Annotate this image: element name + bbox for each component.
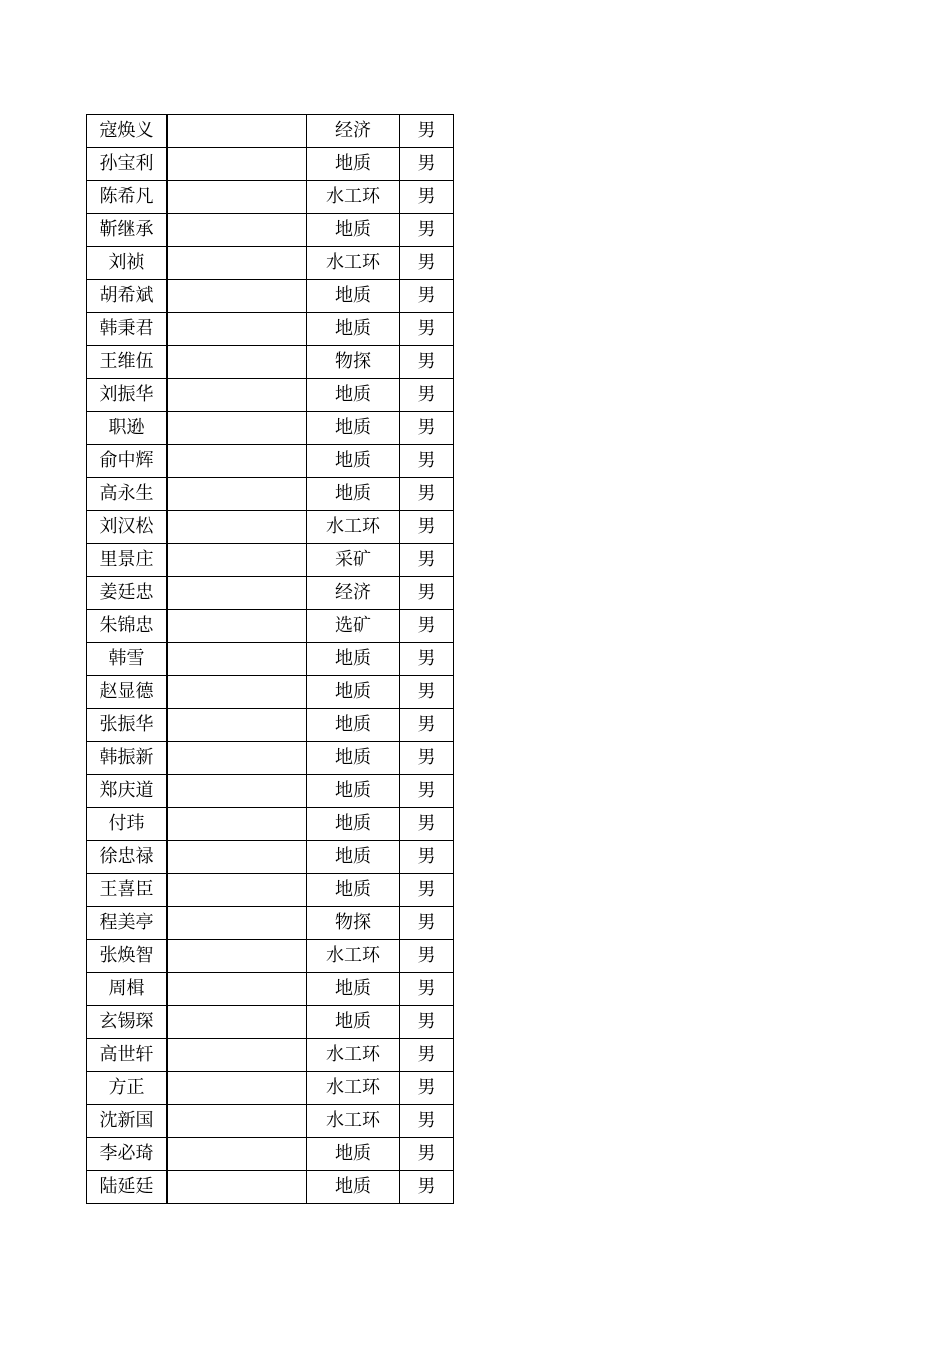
major-cell: 地质 xyxy=(307,313,400,346)
name-cell: 俞中辉 xyxy=(87,445,168,478)
name-cell: 孙宝利 xyxy=(87,148,168,181)
table-row xyxy=(87,577,454,610)
major-cell: 地质 xyxy=(307,676,400,709)
blank-cell xyxy=(167,1138,307,1171)
name-cell: 刘祯 xyxy=(87,247,168,280)
table-row xyxy=(87,742,454,775)
blank-cell xyxy=(167,775,307,808)
major-cell: 选矿 xyxy=(307,610,400,643)
major-cell: 水工环 xyxy=(307,940,400,973)
sex-cell: 男 xyxy=(400,874,454,907)
major-cell: 物探 xyxy=(307,907,400,940)
name-cell: 高世轩 xyxy=(87,1039,168,1072)
sex-cell: 男 xyxy=(400,577,454,610)
name-cell: 刘汉松 xyxy=(87,511,168,544)
sex-cell: 男 xyxy=(400,973,454,1006)
table-row xyxy=(87,478,454,511)
table-row xyxy=(87,808,454,841)
sex-cell: 男 xyxy=(400,940,454,973)
name-cell: 高永生 xyxy=(87,478,168,511)
blank-cell xyxy=(167,214,307,247)
name-cell: 韩秉君 xyxy=(87,313,168,346)
blank-cell xyxy=(167,280,307,313)
name-cell: 寇焕义 xyxy=(87,115,168,148)
sex-cell: 男 xyxy=(400,742,454,775)
table-row xyxy=(87,973,454,1006)
major-cell: 地质 xyxy=(307,412,400,445)
major-cell: 地质 xyxy=(307,841,400,874)
sex-cell: 男 xyxy=(400,775,454,808)
table-row xyxy=(87,610,454,643)
roster-table xyxy=(86,114,454,1204)
sex-cell: 男 xyxy=(400,181,454,214)
name-cell: 韩振新 xyxy=(87,742,168,775)
major-cell: 地质 xyxy=(307,775,400,808)
table-row xyxy=(87,214,454,247)
name-cell: 郑庆道 xyxy=(87,775,168,808)
name-cell: 张振华 xyxy=(87,709,168,742)
sex-cell: 男 xyxy=(400,676,454,709)
sex-cell: 男 xyxy=(400,610,454,643)
blank-cell xyxy=(167,115,307,148)
name-cell: 付玮 xyxy=(87,808,168,841)
sex-cell: 男 xyxy=(400,511,454,544)
blank-cell xyxy=(167,874,307,907)
sex-cell: 男 xyxy=(400,808,454,841)
blank-cell xyxy=(167,907,307,940)
blank-cell xyxy=(167,478,307,511)
name-cell: 徐忠禄 xyxy=(87,841,168,874)
table-row xyxy=(87,907,454,940)
name-cell: 赵显德 xyxy=(87,676,168,709)
sex-cell: 男 xyxy=(400,709,454,742)
name-cell: 朱锦忠 xyxy=(87,610,168,643)
major-cell: 经济 xyxy=(307,577,400,610)
name-cell: 陈希凡 xyxy=(87,181,168,214)
table-row xyxy=(87,148,454,181)
sex-cell: 男 xyxy=(400,478,454,511)
blank-cell xyxy=(167,412,307,445)
major-cell: 水工环 xyxy=(307,181,400,214)
blank-cell xyxy=(167,445,307,478)
major-cell: 水工环 xyxy=(307,1039,400,1072)
sex-cell: 男 xyxy=(400,379,454,412)
table-row xyxy=(87,313,454,346)
table-row xyxy=(87,1171,454,1204)
sex-cell: 男 xyxy=(400,115,454,148)
table-row xyxy=(87,379,454,412)
table-row xyxy=(87,841,454,874)
name-cell: 姜廷忠 xyxy=(87,577,168,610)
table-row xyxy=(87,1105,454,1138)
table-row xyxy=(87,181,454,214)
blank-cell xyxy=(167,1105,307,1138)
major-cell: 水工环 xyxy=(307,511,400,544)
blank-cell xyxy=(167,1006,307,1039)
blank-cell xyxy=(167,181,307,214)
blank-cell xyxy=(167,577,307,610)
table-row xyxy=(87,511,454,544)
table-row xyxy=(87,775,454,808)
sex-cell: 男 xyxy=(400,313,454,346)
name-cell: 职逊 xyxy=(87,412,168,445)
blank-cell xyxy=(167,940,307,973)
major-cell: 地质 xyxy=(307,973,400,1006)
major-cell: 经济 xyxy=(307,115,400,148)
blank-cell xyxy=(167,544,307,577)
blank-cell xyxy=(167,676,307,709)
major-cell: 水工环 xyxy=(307,247,400,280)
major-cell: 地质 xyxy=(307,478,400,511)
name-cell: 胡希斌 xyxy=(87,280,168,313)
major-cell: 地质 xyxy=(307,808,400,841)
blank-cell xyxy=(167,610,307,643)
sex-cell: 男 xyxy=(400,247,454,280)
blank-cell xyxy=(167,379,307,412)
name-cell: 玄锡琛 xyxy=(87,1006,168,1039)
sex-cell: 男 xyxy=(400,148,454,181)
table-row xyxy=(87,1006,454,1039)
table-row xyxy=(87,643,454,676)
table-row xyxy=(87,115,454,148)
name-cell: 里景庄 xyxy=(87,544,168,577)
table-row xyxy=(87,940,454,973)
major-cell: 地质 xyxy=(307,379,400,412)
blank-cell xyxy=(167,1171,307,1204)
table-row xyxy=(87,676,454,709)
blank-cell xyxy=(167,742,307,775)
table-row xyxy=(87,1039,454,1072)
name-cell: 韩雪 xyxy=(87,643,168,676)
blank-cell xyxy=(167,1039,307,1072)
name-cell: 陆延廷 xyxy=(87,1171,168,1204)
blank-cell xyxy=(167,808,307,841)
sex-cell: 男 xyxy=(400,1105,454,1138)
blank-cell xyxy=(167,247,307,280)
blank-cell xyxy=(167,313,307,346)
major-cell: 采矿 xyxy=(307,544,400,577)
sex-cell: 男 xyxy=(400,907,454,940)
sex-cell: 男 xyxy=(400,280,454,313)
blank-cell xyxy=(167,973,307,1006)
name-cell: 刘振华 xyxy=(87,379,168,412)
major-cell: 地质 xyxy=(307,742,400,775)
blank-cell xyxy=(167,148,307,181)
major-cell: 地质 xyxy=(307,280,400,313)
name-cell: 李必琦 xyxy=(87,1138,168,1171)
major-cell: 地质 xyxy=(307,709,400,742)
table-row xyxy=(87,247,454,280)
sex-cell: 男 xyxy=(400,1138,454,1171)
sex-cell: 男 xyxy=(400,544,454,577)
major-cell: 物探 xyxy=(307,346,400,379)
table-row xyxy=(87,445,454,478)
name-cell: 程美亭 xyxy=(87,907,168,940)
sex-cell: 男 xyxy=(400,412,454,445)
sex-cell: 男 xyxy=(400,1039,454,1072)
major-cell: 地质 xyxy=(307,1171,400,1204)
blank-cell xyxy=(167,346,307,379)
sex-cell: 男 xyxy=(400,643,454,676)
major-cell: 地质 xyxy=(307,445,400,478)
name-cell: 张焕智 xyxy=(87,940,168,973)
blank-cell xyxy=(167,643,307,676)
name-cell: 王维伍 xyxy=(87,346,168,379)
major-cell: 地质 xyxy=(307,214,400,247)
major-cell: 地质 xyxy=(307,1138,400,1171)
table-row xyxy=(87,544,454,577)
table-row xyxy=(87,280,454,313)
roster-table-body xyxy=(87,115,454,1204)
sex-cell: 男 xyxy=(400,445,454,478)
major-cell: 地质 xyxy=(307,643,400,676)
major-cell: 地质 xyxy=(307,874,400,907)
table-row xyxy=(87,346,454,379)
blank-cell xyxy=(167,709,307,742)
table-row xyxy=(87,1138,454,1171)
name-cell: 王喜臣 xyxy=(87,874,168,907)
sex-cell: 男 xyxy=(400,1006,454,1039)
table-row xyxy=(87,874,454,907)
name-cell: 靳继承 xyxy=(87,214,168,247)
blank-cell xyxy=(167,1072,307,1105)
major-cell: 地质 xyxy=(307,1006,400,1039)
major-cell: 水工环 xyxy=(307,1105,400,1138)
sex-cell: 男 xyxy=(400,346,454,379)
name-cell: 沈新国 xyxy=(87,1105,168,1138)
name-cell: 周楫 xyxy=(87,973,168,1006)
sex-cell: 男 xyxy=(400,214,454,247)
table-row xyxy=(87,412,454,445)
major-cell: 地质 xyxy=(307,148,400,181)
blank-cell xyxy=(167,841,307,874)
sex-cell: 男 xyxy=(400,1072,454,1105)
sex-cell: 男 xyxy=(400,841,454,874)
blank-cell xyxy=(167,511,307,544)
table-row xyxy=(87,1072,454,1105)
name-cell: 方正 xyxy=(87,1072,168,1105)
major-cell: 水工环 xyxy=(307,1072,400,1105)
table-row xyxy=(87,709,454,742)
sex-cell: 男 xyxy=(400,1171,454,1204)
